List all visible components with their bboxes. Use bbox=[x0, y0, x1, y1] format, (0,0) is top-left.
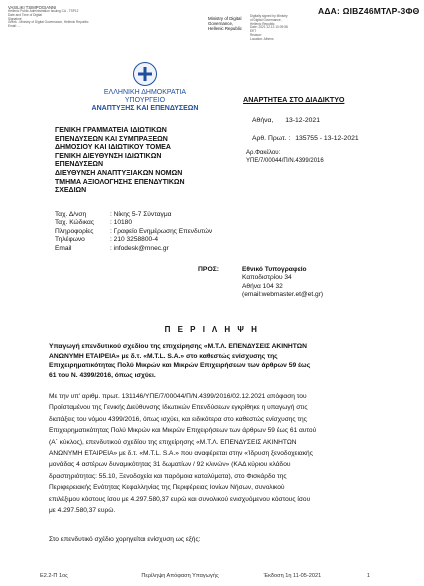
ministry-name: ΑΝΑΠΤΥΞΗΣ ΚΑΙ ΕΠΕΝΔΥΣΕΩΝ bbox=[91, 105, 199, 112]
file-label: Αρ.Φακέλου: bbox=[246, 150, 281, 156]
subject-line: Επιχειρηματικότητας Πολύ Μικρών και Μικρών Επιχειρήσεων των άρθρων 59 έως bbox=[49, 362, 311, 370]
protocol-row bbox=[252, 135, 359, 142]
stamp-line: Date: 2021.12.13 10:09:58 bbox=[250, 25, 288, 30]
file-value: ΥΠΕ/7/00044/Π/Ν.4399/2016 bbox=[246, 157, 324, 164]
signature-line: Hellenic Public Administration Issuing CA - TSP12 bbox=[8, 9, 79, 13]
contact-value: : Νίκης 5-7 Σύνταγμα bbox=[110, 211, 172, 218]
department-line: ΓΕΝΙΚΗ ΓΡΑΜΜΑΤΕΙΑ ΙΔΙΩΤΙΚΩΝ bbox=[55, 127, 167, 134]
contact-row bbox=[55, 228, 245, 236]
body-line: (Α΄ κύκλος), επενδυτικού σχεδίου της επιχείρησης «Μ.Τ.Λ. ΕΠΕΝΔΥΣΕΙΣ ΑΚΙΝΗΤΩΝ bbox=[49, 438, 297, 446]
ministry-header bbox=[75, 62, 215, 113]
signer-name: VASILIKI TSIMPOGIANNI bbox=[8, 5, 57, 10]
signature-line: Email: ... bbox=[8, 24, 21, 29]
body-line: Περιφερειακής Ενότητας Κεφαλληνίας της Περιφέρειας Ιονίων Νήσων, συνολικού bbox=[49, 484, 285, 492]
body-line: μονάδας 4 αστέρων δυναμικότητας 31 δωματίων / 92 κλινών» (ΚΑΔ κύριου κλάδου bbox=[49, 461, 291, 469]
ministry-label: ΥΠΟΥΡΓΕΙΟ bbox=[124, 97, 166, 104]
stamp-ministry-line: Hellenic Republic bbox=[208, 26, 242, 31]
department-block bbox=[55, 127, 235, 196]
closing-line: Στο επενδυτικό σχέδιο χορηγείται ενίσχυση ως εξής: bbox=[49, 536, 201, 543]
footer-code: Ε2.2-Π 1ος bbox=[40, 573, 68, 579]
recipient-city: Αθήνα 104 32 bbox=[242, 282, 283, 290]
footer-edition: Έκδοση 1η 11-05-2021 bbox=[263, 573, 322, 579]
stamp-line: Reason: bbox=[250, 32, 262, 37]
protocol-value: 135755 - 13-12-2021 bbox=[295, 135, 359, 142]
department-line: ΣΧΕΔΙΩΝ bbox=[55, 187, 87, 195]
stamp-line: Digitally signed by Ministry bbox=[250, 14, 288, 18]
republic-label: ΕΛΛΗΝΙΚΗ ΔΗΜΟΚΡΑΤΙΑ bbox=[103, 89, 187, 96]
body-line: με 4.297.580,37 ευρώ. bbox=[49, 507, 116, 515]
stamp-ministry-line: Ministry of Digital bbox=[208, 16, 242, 21]
date-label: Αθήνα, bbox=[252, 117, 274, 124]
signature-line: Signature bbox=[8, 16, 22, 21]
department-line: ΕΠΕΝΔΥΣΕΩΝ bbox=[55, 161, 104, 169]
footer-page: 1 bbox=[366, 573, 370, 579]
date-row bbox=[252, 117, 320, 124]
body-text bbox=[49, 391, 379, 516]
date-value: 13-12-2021 bbox=[285, 117, 320, 124]
page-title: Π Ε Ρ Ι Λ Η Ψ Η bbox=[164, 325, 260, 334]
contact-row bbox=[55, 245, 245, 253]
stamp-details bbox=[250, 15, 320, 42]
stamp-line: Location: Athens bbox=[250, 36, 274, 41]
recipient-address: Καποδιστρίου 34 bbox=[242, 274, 292, 282]
body-line: διατάξεις του νόμου 4399/2016, όπως ισχύει, και ειδικότερα στο καθεστώς ενίσχυσης της bbox=[49, 415, 307, 423]
contact-value: : 210 3258800-4 bbox=[110, 236, 159, 244]
department-line: ΓΕΝΙΚΗ ΔΙΕΥΘΥΝΣΗ ΙΔΙΩΤΙΚΩΝ bbox=[55, 152, 162, 160]
subject-line: Υπαγωγή επενδυτικού σχεδίου της επιχείρησης «Μ.Τ.Λ. ΕΠΕΝΔΥΣΕΙΣ ΑΚΙΝΗΤΩΝ bbox=[49, 343, 307, 350]
contact-value: : Γραφείο Ενημέρωσης Επενδυτών bbox=[110, 227, 213, 235]
contact-key: Τηλέφωνο bbox=[55, 236, 85, 244]
subject-block bbox=[49, 342, 379, 380]
stamp-line: EET bbox=[250, 29, 257, 34]
contact-value: : infodesk@mnec.gr bbox=[110, 244, 169, 252]
department-line: ΤΜΗΜΑ ΑΞΙΟΛΟΓΗΣΗΣ ΕΠΕΝΔΥΤΙΚΩΝ bbox=[55, 178, 185, 186]
contact-key: Πληροφορίες bbox=[55, 227, 94, 235]
recipient-name: Εθνικό Τυπογραφείο bbox=[242, 266, 307, 273]
body-line: δραστηριότητας: 55.10, Ξενοδοχεία και παρόμοια καταλύματα), στο Φισκάρδο της bbox=[49, 472, 287, 480]
stamp-line: Hellenic Republic bbox=[250, 21, 275, 26]
department-line: ΕΠΕΝΔΥΣΕΩΝ ΚΑΙ ΣΥΜΠΡΑΞΕΩΝ bbox=[55, 135, 168, 143]
stamp-line: of Digital Governance, bbox=[250, 17, 282, 22]
protocol-label: Αρθ. Πρωτ. : bbox=[252, 135, 291, 142]
signature-line: Date and Time of Digital bbox=[8, 12, 43, 17]
body-line: Προϊσταμένου της Γενικής Διεύθυνσης Ιδιωτικών Επενδύσεων εγκρίθηκε η υπαγωγή στις bbox=[49, 404, 308, 412]
contact-value: : 10180 bbox=[110, 219, 132, 227]
footer bbox=[40, 573, 390, 579]
greek-emblem-icon bbox=[133, 62, 157, 86]
department-line: ΔΗΜΟΣΙΟΥ ΚΑΙ ΙΔΙΩΤΙΚΟΥ ΤΟΜΕΑ bbox=[55, 144, 171, 152]
body-line: Με την υπ' αριθμ. πρωτ. 131146/ΥΠΕ/7/00044/Π/Ν.4399/2016/02.12.2021 απόφαση του bbox=[49, 393, 307, 400]
recipient-block bbox=[242, 266, 323, 300]
subject-line: ΑΝΩΝΥΜΗ ΕΤΑΙΡΕΙΑ» με δ.τ. «M.T.L. S.A.» στο καθεστώς ενίσχυσης της bbox=[49, 352, 278, 360]
ada-code: ΑΔΑ: ΩΙΒΖ46ΜΤΛΡ-3ΦΘ bbox=[318, 6, 420, 16]
body-line: ΑΝΩΝΥΜΗ ΕΤΑΙΡΕΙΑ» με δ.τ. «M.T.L. S.A.» που αναφέρεται στην «Ίδρυση ξενοδοχειακής bbox=[49, 450, 313, 458]
signature-block bbox=[8, 5, 178, 29]
contact-key: Ταχ. Κώδικας bbox=[55, 219, 95, 227]
contact-row bbox=[55, 236, 245, 244]
recipient-label: ΠΡΟΣ: bbox=[198, 266, 220, 273]
contact-info bbox=[55, 211, 245, 253]
contact-key: Email bbox=[55, 244, 72, 252]
contact-key: Ταχ. Δ/νση bbox=[55, 211, 87, 218]
file-number bbox=[246, 150, 324, 165]
stamp-ministry-line: Governance, bbox=[208, 21, 234, 26]
body-line: Επιχειρηματικότητας Πολύ Μικρών και Μικρών Επιχειρήσεων των άρθρων 59 έως 61 αυτού bbox=[49, 427, 317, 435]
department-line: ΔΙΕΥΘΥΝΣΗ ΑΝΑΠΤΥΞΙΑΚΩΝ ΝΟΜΩΝ bbox=[55, 169, 183, 177]
posting-label: ΑΝΑΡΤΗΤΕΑ ΣΤΟ ΔΙΑΔΙΚΤΥΟ bbox=[243, 95, 345, 104]
footer-doc: Περίληψη Απόφαση Υπαγωγής bbox=[141, 573, 219, 579]
recipient-email: (email:webmaster.et@et.gr) bbox=[242, 291, 324, 299]
body-line: επιλέξιμου κόστους ίσου με 4.297.580,37 ευρώ και συνολικού ενισχυόμενου κόστους ίσου bbox=[49, 495, 311, 503]
subject-line: 61 του Ν. 4399/2016, όπως ισχύει. bbox=[49, 371, 156, 379]
signature-line: Greek - Ministry of Digital Governance, Hellenic Republic bbox=[8, 20, 89, 25]
contact-row bbox=[55, 219, 245, 227]
